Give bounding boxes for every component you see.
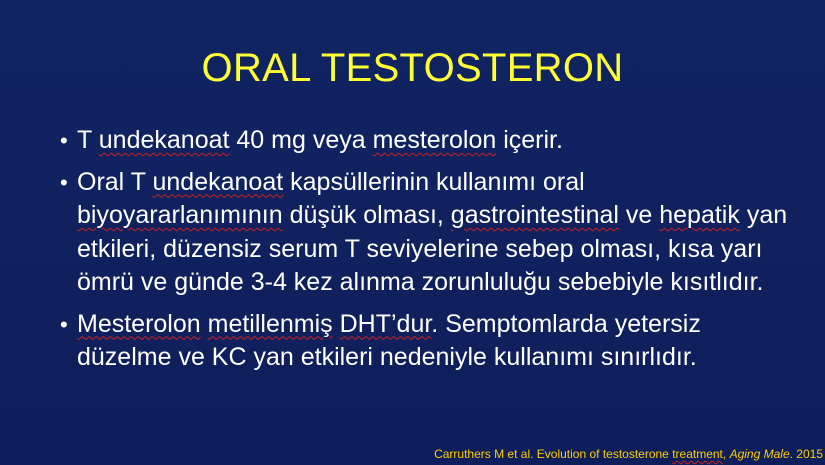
bullet-item (60, 124, 795, 158)
citation-separator: , (722, 447, 730, 461)
bullet-text (77, 168, 787, 297)
bullet-text-segment: ve (618, 201, 660, 229)
bullet-text-segment: metillenmiş (207, 309, 333, 338)
bullet-text-segment: yan etkileri, düzensiz serum T seviyelerine sebep olması, kısa yarı ömrü ve günde 3-4 kez alınma zorunluluğu sebebiyle kısıtlıdır. (77, 201, 788, 296)
bullet-text-segment (201, 310, 208, 338)
citation (434, 447, 823, 462)
bullet-text (77, 310, 701, 372)
bullet-text-segment: DHT’dur (339, 309, 432, 338)
bullet-text-segment: 40 mg veya (229, 126, 373, 154)
bullet-text-segment: düşük olması, (282, 201, 451, 229)
bullet-text-segment: undekanoat (98, 126, 230, 154)
bullet-text-segment: Mesterolon (77, 309, 201, 338)
bullet-icon: • (60, 128, 68, 153)
bullet-item (60, 308, 795, 375)
slide-title: ORAL TESTOSTERON (201, 46, 624, 90)
bullet-text-segment: Oral T (77, 167, 153, 196)
citation-year: . 2015 (789, 447, 823, 461)
bullet-text-segment: kapsüllerinin kullanımı oral (283, 167, 585, 196)
bullet-text-segment: biyoyararlanımının (77, 201, 283, 229)
bullet-list (60, 124, 795, 383)
citation-title-word: treatment (672, 447, 723, 461)
bullet-text-segment: gastrointestinal (450, 201, 619, 229)
bullet-text-segment (333, 310, 340, 338)
bullet-text-segment: hepatik (659, 201, 740, 229)
bullet-text (77, 126, 563, 154)
bullet-text-segment: T (77, 126, 99, 154)
bullet-item (60, 166, 795, 300)
bullet-text-segment: mesterolon (372, 126, 497, 154)
bullet-text-segment: içerir. (496, 126, 563, 154)
bullet-icon: • (60, 311, 68, 337)
bullet-text-segment: undekanoat (152, 167, 284, 196)
bullet-icon: • (60, 169, 68, 195)
bullet-text-segment: . Semptomlarda yetersiz düzelme ve KC yan etkileri nedeniyle kullanımı sınırlıdır. (77, 309, 701, 371)
citation-authors: Carruthers M et al. Evolution of testosterone (434, 447, 673, 461)
citation-journal: Aging Male (729, 447, 790, 461)
